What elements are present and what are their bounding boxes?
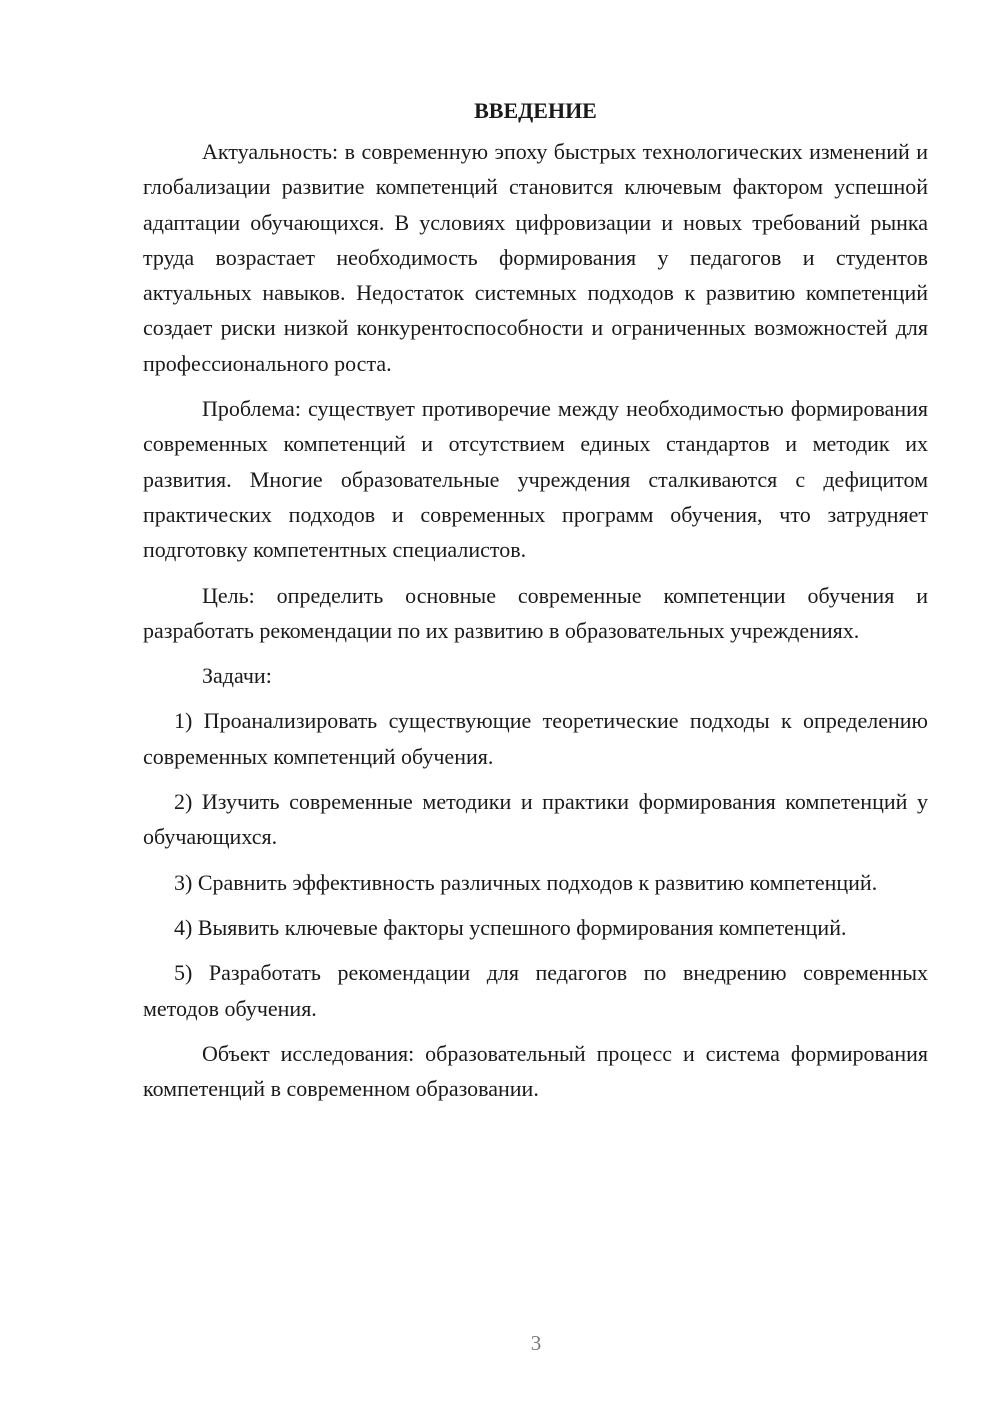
document-page	[143, 93, 928, 1116]
tasks-list	[143, 703, 928, 1025]
list-item: 5) Разработать рекомендации для педагогов по внедрению современных методов обучения.	[143, 960, 928, 1021]
list-item: 1) Проанализировать существующие теоретические подходы к определению современных компетенций обучения.	[143, 708, 928, 769]
paragraph-goal: Цель: определить основные современные компетенции обучения и разработать рекомендации по их развитию в образовательных учреждениях.	[143, 582, 928, 643]
tasks-heading: Задачи:	[202, 663, 272, 689]
paragraph-object: Объект исследования: образовательный процесс и система формирования компетенций в современном образовании.	[143, 1040, 928, 1102]
paragraph-relevance: Актуальность: в современную эпоху быстрых технологических изменений и глобализации развитие компетенций становится ключевым фактором успешной адаптации обучающихся. В условиях цифровизации и новых требований рынка труда возрастает необходимость формирования у педагогов и студентов актуальных навыков. Недостаток системных подходов к развитию компетенций создает риски низкой конкурентоспособности и ограниченных возможностей для профессионального роста.	[143, 139, 928, 376]
section-title: ВВЕДЕНИЕ	[474, 98, 597, 123]
list-item: 4) Выявить ключевые факторы успешного формирования компетенций.	[174, 914, 847, 940]
list-item: 3) Сравнить эффективность различных подходов к развитию компетенций.	[174, 869, 878, 895]
list-item: 2) Изучить современные методики и практики формирования компетенций у обучающихся.	[143, 789, 928, 850]
paragraph-problem: Проблема: существует противоречие между необходимостью формирования современных компетенций и отсутствием единых стандартов и методик их развития. Многие образовательные учреждения сталкиваются с дефицитом практических подходов и современных программ обучения, что затрудняет подготовку компетентных специалистов.	[143, 396, 928, 563]
page-number: 3	[530, 1331, 542, 1355]
